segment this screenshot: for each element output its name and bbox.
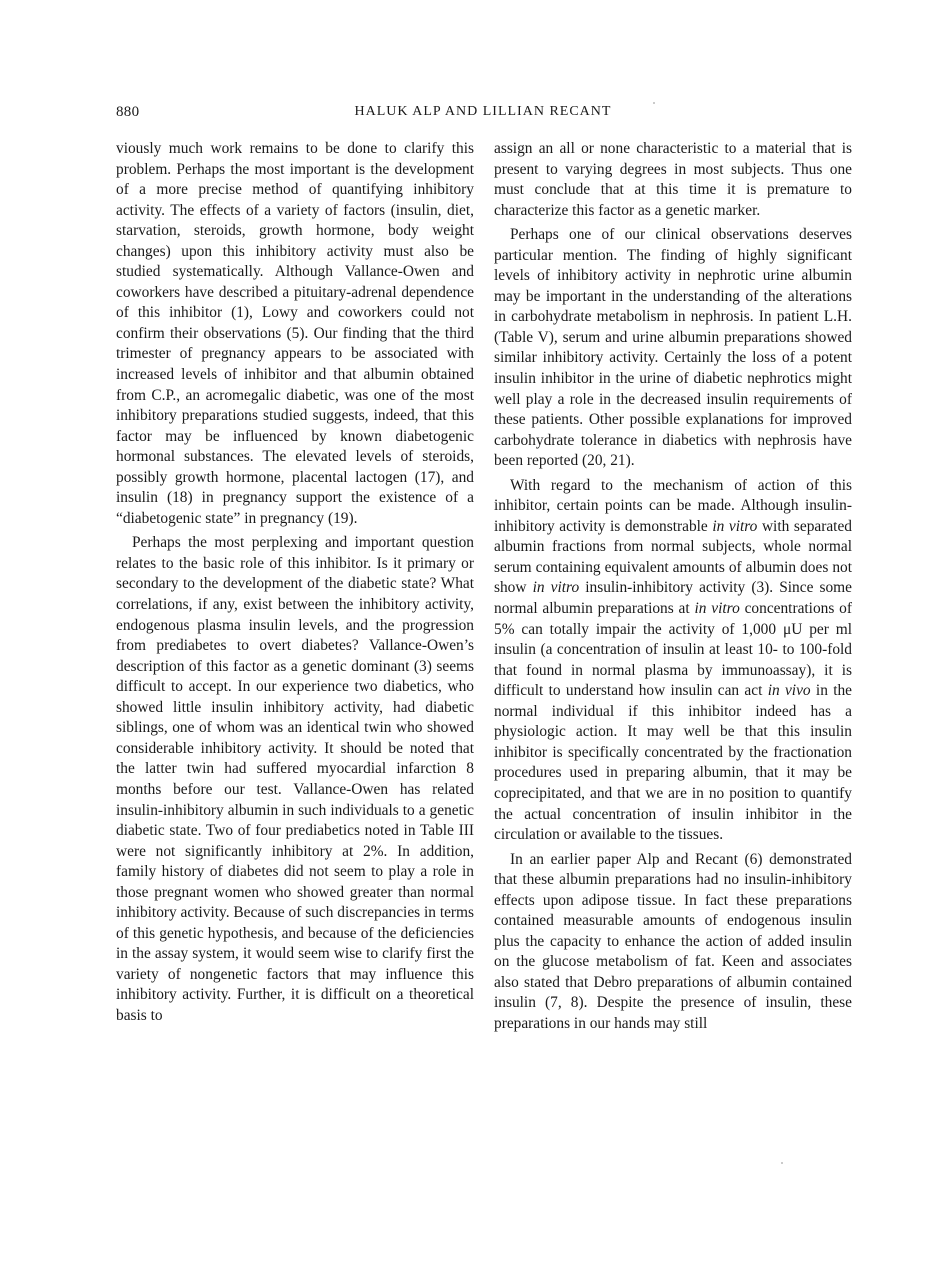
left-paragraph-1: viously much work remains to be done to clarify this problem. Perhaps the most important is the development of a more precise method of quantifying inhibitory activity. The effects of a variety of factors (insulin, diet, starvation, steroids, growth hormone, body weight changes) upon this inhibitory activity must also be studied systematically. Although Vallance-Owen and coworkers have described a pituitary-adrenal dependence of this inhibitor (1), Lowy and coworkers could not confirm their observations (5). Our finding that the third trimester of pregnancy appears to be associated with increased levels of inhibitor and that albumin obtained from C.P., an acromegalic diabetic, was one of the most inhibitory preparations studied suggests, indeed, that this factor may be influenced by known diabetogenic hormonal substances. The elevated levels of steroids, possibly growth hormone, placental lactogen (17), and insulin (18) in pregnancy support the existence of a “diabetogenic state” in pregnancy (19). xyxy=(116,140,474,527)
scan-speck xyxy=(781,1162,783,1164)
right-paragraph-3 xyxy=(494,476,852,846)
right-paragraph-2: Perhaps one of our clinical observations deserves particular mention. The finding of highly significant levels of inhibitory activity in nephrotic urine albumin may be important in the understanding of the alterations in carbohydrate metabolism in nephrosis. In patient L.H. (Table V), serum and urine albumin preparations showed similar inhibitory activity. Certainly the loss of a potent insulin inhibitor in the urine of diabetic nephrotics might well play a role in the decreased insulin requirements of these patients. Other possible explanations for improved carbohydrate tolerance in diabetics with nephrosis have been reported (20, 21). xyxy=(494,226,852,470)
text-run: in the normal individual if this inhibitor indeed has a physiologic action. It may well be that this insulin inhibitor is specifically concentrated by the fractionation procedures used in preparing albumin, that it may be coprecipitated, and that we are in no position to quantify the actual concentration of insulin inhibitor in the circulation or available to the tissues. xyxy=(494,682,853,844)
right-column xyxy=(494,139,852,1035)
italic-term: in vitro xyxy=(712,517,758,535)
scan-speck xyxy=(653,102,655,104)
running-head: HALUK ALP AND LILLIAN RECANT xyxy=(354,104,612,119)
text-run: with separated albumin fractions from normal subjects, whole normal serum containing equivalent amounts of albumin does not show xyxy=(494,517,852,597)
page-header xyxy=(116,104,850,126)
right-paragraph-4: In an earlier paper Alp and Recant (6) demonstrated that these albumin preparations had no insulin-inhibitory effects upon adipose tissue. In fact these preparations contained measurable amounts of endogenous insulin plus the capacity to enhance the action of added insulin on the glucose metabolism of fat. Keen and associates also stated that Debro preparations of albumin contained insulin (7, 8). Despite the presence of insulin, these preparations in our hands may still xyxy=(494,850,852,1032)
text-run: With regard to the mechanism of action of this inhibitor, certain points can be made. Although insulin-inhibitory activity is demonstrable xyxy=(494,476,852,535)
italic-term: in vitro xyxy=(532,579,580,597)
italic-term: in vitro xyxy=(694,600,740,618)
italic-term: in vivo xyxy=(767,682,811,700)
left-paragraph-2: Perhaps the most perplexing and important question relates to the basic role of this inhibitor. Is it primary or secondary to the development of the diabetic state? What correlations, if any, exist between the inhibitory activity, endogenous plasma insulin levels, and the progression from prediabetes to overt diabetes? Vallance-Owen’s description of this factor as a genetic dominant (3) seems difficult to accept. In our experience two diabetics, who showed little insulin inhibitory activity, had diabetic siblings, one of whom was an identical twin who showed considerable inhibitory activity. It should be noted that the latter twin had suffered myocardial infarction 8 months before our test. Vallance-Owen has related insulin-inhibitory albumin in such individuals to a genetic diabetic state. Two of four prediabetics noted in Table III were not significantly inhibitory at 2%. In addition, family history of diabetes did not seem to play a role in those pregnant women who showed greater than normal inhibitory activity. Because of such discrepancies in terms of this genetic hypothesis, and because of the deficiencies in the assay system, it would seem wise to clarify first the variety of nongenetic factors that may influence this inhibitory activity. Further, it is difficult on a theoretical basis to xyxy=(116,534,475,1024)
page-number: 880 xyxy=(116,104,140,120)
left-column xyxy=(116,139,474,1027)
text-run: insulin-inhibitory activity (3). Since some normal albumin preparations at xyxy=(494,579,852,618)
text-run: concentrations of 5% can totally impair the activity of 1,000 μU per ml insulin (a concentration of insulin at least 10- to 100-fold that found in normal plasma by immunoassay), it is difficult to understand how insulin can act xyxy=(494,600,852,700)
right-paragraph-1: assign an all or none characteristic to a material that is present to varying degrees in most subjects. Thus one must conclude that at this time it is premature to characterize this factor as a genetic marker. xyxy=(494,140,852,219)
